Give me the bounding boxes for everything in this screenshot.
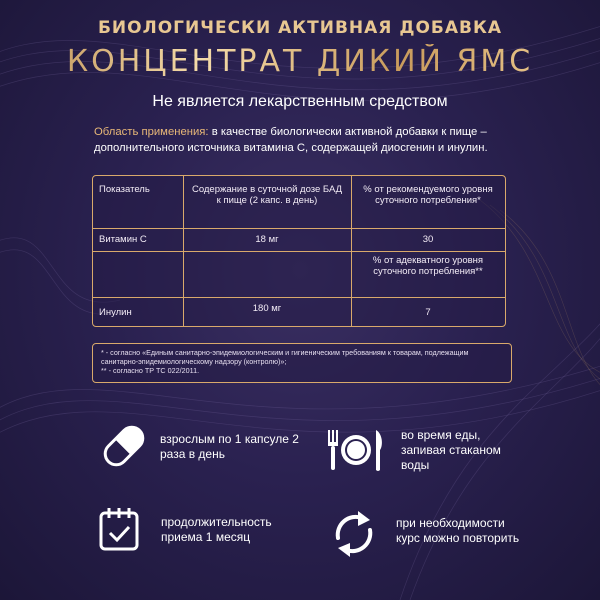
product-category: БИОЛОГИЧЕСКИ АКТИВНАЯ ДОБАВКА <box>97 18 503 38</box>
footnote-2: ** - согласно ТР ТС 022/2011. <box>101 366 200 375</box>
table-cell: Витамин С <box>99 234 147 245</box>
table-row <box>93 297 505 328</box>
usage-scope-text: в качестве биологически активной добавки к пище – дополнительного источника витамина С, содержащей диосгенин и инулин. <box>94 126 488 154</box>
feature-duration <box>97 505 311 557</box>
disclaimer-not-drug: Не является лекарственным средством <box>152 93 448 110</box>
table-header-cell: % от рекомендуемого уровня суточного потребления* <box>363 184 493 206</box>
plate-cutlery-icon <box>325 424 387 476</box>
table-cell: 18 мг <box>255 234 279 245</box>
table-row <box>93 228 505 251</box>
feature-repeat-text: при необходимости курс можно повторить <box>396 516 520 545</box>
table-row <box>93 251 505 297</box>
repeat-arrows-icon <box>328 508 380 560</box>
table-cell: 30 <box>422 234 434 245</box>
feature-duration-text: продолжительность приема 1 месяц <box>161 515 272 544</box>
table-header-row <box>93 176 505 228</box>
table-header-cell: Показатель <box>99 184 150 195</box>
product-title: КОНЦЕНТРАТ ДИКИЙ ЯМС <box>0 44 600 79</box>
feature-meal <box>325 424 511 476</box>
footnote-1: * - согласно «Единым санитарно-эпидемиологическим и гигиеническим требованиям к товарам, подлежащим санитарно-эпидемиологическому надзору (контролю)»; <box>101 348 469 366</box>
feature-dose-text: взрослым по 1 капсуле 2 раза в день <box>160 432 299 461</box>
footnotes <box>92 343 512 383</box>
table-cell <box>93 251 183 297</box>
table-header-cell: Содержание в суточной дозе БАД к пище (2 капс. в день) <box>191 184 343 206</box>
feature-dose <box>98 420 320 472</box>
table-cell: % от адекватного уровня суточного потребления** <box>372 255 484 277</box>
usage-scope <box>94 124 524 156</box>
nutrition-table <box>92 175 506 327</box>
calendar-check-icon <box>97 505 149 557</box>
table-cell: 180 мг <box>252 303 282 314</box>
feature-repeat <box>328 508 526 560</box>
table-cell: Инулин <box>99 307 132 318</box>
capsule-icon <box>98 420 150 472</box>
feature-meal-text: во время еды, запивая стаканом воды <box>401 428 501 472</box>
table-cell <box>183 251 351 297</box>
usage-scope-label: Область применения: <box>94 126 209 138</box>
table-cell: 7 <box>425 307 431 318</box>
